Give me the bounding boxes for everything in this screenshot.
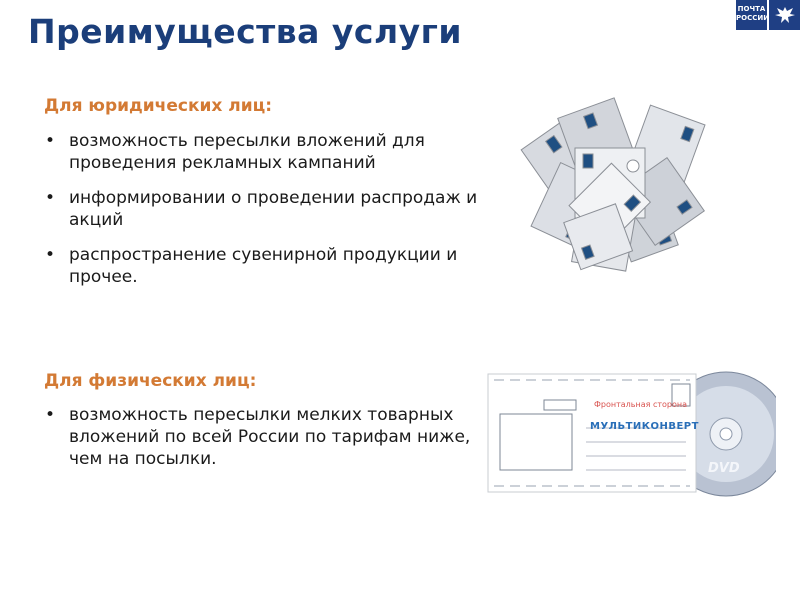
logo-wordmark [736,0,770,30]
legal-entities-list [44,130,484,301]
logo-line-2: РОССИИ [736,14,770,22]
eagle-emblem-icon [769,0,800,30]
individuals-heading: Для физических лиц: [44,371,257,391]
list-item: • распространение сувенирной продукции и прочее. [44,244,484,288]
envelope-side-label: Фронтальная сторона [594,400,688,409]
individuals-list [44,404,489,483]
envelope-with-disc-image [486,370,776,498]
russian-post-logo [736,0,800,30]
disc-label: DVD [708,461,740,476]
slide-title: Преимущества услуги [28,12,463,51]
list-item: • возможность пересылки мелких товарных вложений по всей России по тарифам ниже, чем на посылки. [44,404,489,470]
list-item: • возможность пересылки вложений для проведения рекламных кампаний [44,130,484,174]
logo-line-1: ПОЧТА [737,5,766,13]
list-item: • информировании о проведении распродаж и акций [44,187,484,231]
legal-entities-heading: Для юридических лиц: [44,96,273,116]
envelope-brand-label: МУЛЬТИКОНВЕРТ [590,421,699,432]
envelope-pile-image [512,92,718,284]
